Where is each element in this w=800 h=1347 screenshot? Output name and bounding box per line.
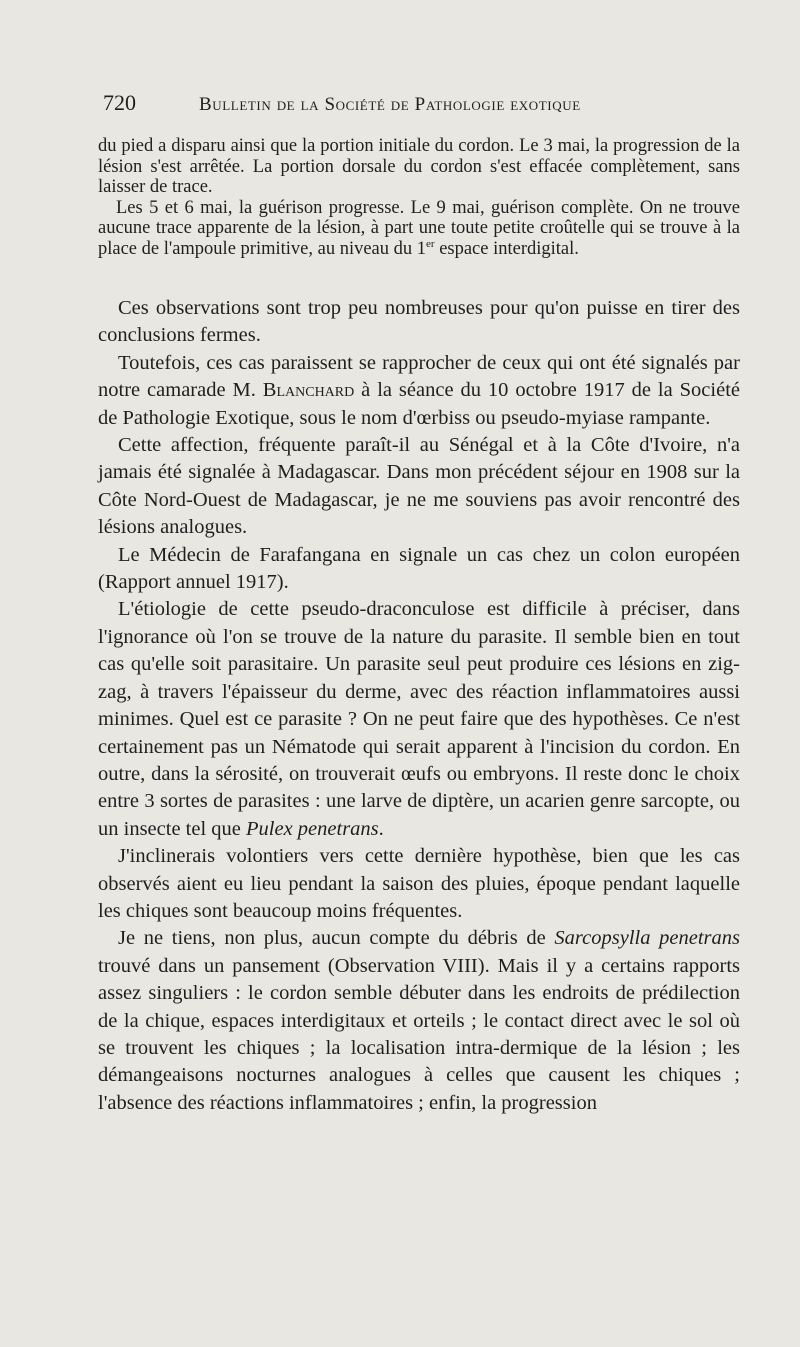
paragraph: J'inclinerais volontiers vers cette dernière hypothèse, bien que les cas observés aient eu lieu pendant la saison des pluies, époque pendant laquelle les chiques sont beaucoup moins fréquentes. bbox=[98, 845, 740, 922]
small-paragraph: du pied a disparu ainsi que la portion initiale du cordon. Le 3 mai, la progression de la lésion s'est arrêtée. La portion dorsale du cordon s'est effacée complètement, sans laisser de trace. bbox=[98, 136, 740, 197]
paragraph: Toutefois, ces cas paraissent se rapprocher de ceux qui ont été signalés par notre camarade M. Blanchard à la séance du 10 octobre 1917 de la Société de Pathologie Exotique, sous le nom d'œrbiss ou pseudo-myiase rampante. bbox=[98, 351, 740, 429]
paragraph: Ces observations sont trop peu nombreuses pour qu'on puisse en tirer des conclusions fermes. bbox=[98, 297, 740, 347]
journal-title: Bulletin de la Société de Pathologie exotique bbox=[199, 94, 581, 115]
small-paragraph: Les 5 et 6 mai, la guérison progresse. Le 9 mai, guérison complète. On ne trouve aucune trace apparente de la lésion, à part une toute petite croûtelle qui se trouve à la place de l'ampoule primitive, au niveau du 1er espace interdigital. bbox=[98, 197, 740, 259]
body-text bbox=[98, 136, 740, 1117]
species-name: Pulex penetrans bbox=[246, 817, 379, 840]
species-name: Sarcopsylla penetrans bbox=[554, 927, 740, 950]
page-number: 720 bbox=[103, 90, 136, 115]
paragraph: L'étiologie de cette pseudo-draconculose est difficile à préciser, dans l'ignorance où l'on se trouve de la nature du parasite. Il semble bien en tout cas qu'elle soit parasitaire. Un parasite seul peut produire ces lésions en zig-zag, à travers l'épaisseur du derme, avec des réaction inflammatoires aussi minimes. Quel est ce parasite ? On ne peut faire que des hypothèses. Ce n'est certainement pas un Nématode qui serait apparent à l'incision du cordon. En outre, dans la sérosité, on trouverait œufs ou embryons. Il reste donc le choix entre 3 sortes de parasites : une larve de diptère, un acarien genre sarcopte, ou un insecte tel que Pulex penetrans. bbox=[98, 598, 740, 840]
observation-notes bbox=[98, 136, 740, 259]
discussion-text bbox=[98, 295, 740, 1117]
paragraph: Le Médecin de Farafangana en signale un cas chez un colon européen (Rapport annuel 1917). bbox=[98, 543, 740, 594]
author-name: Blanchard bbox=[262, 379, 355, 402]
paragraph: Je ne tiens, non plus, aucun compte du débris de Sarcopsylla penetrans trouvé dans un pansement (Observation VIII). Mais il y a certains rapports assez singuliers : le cordon semble débuter dans les endroits de prédilection de la chique, espaces interdigitaux et orteils ; le contact direct avec le sol où se trouvent les chiques ; la localisation intra-dermique de la lésion ; les démangeaisons nocturnes analogues à celles que causent les chiques ; l'absence des réactions inflammatoires ; enfin, la progression bbox=[98, 927, 740, 1114]
page-header bbox=[103, 86, 755, 122]
paragraph: Cette affection, fréquente paraît-il au Sénégal et à la Côte d'Ivoire, n'a jamais été signalée à Madagascar. Dans mon précédent séjour en 1908 sur la Côte Nord-Ouest de Madagascar, je ne me souviens pas avoir rencontré des lésions analogues. bbox=[98, 434, 740, 539]
